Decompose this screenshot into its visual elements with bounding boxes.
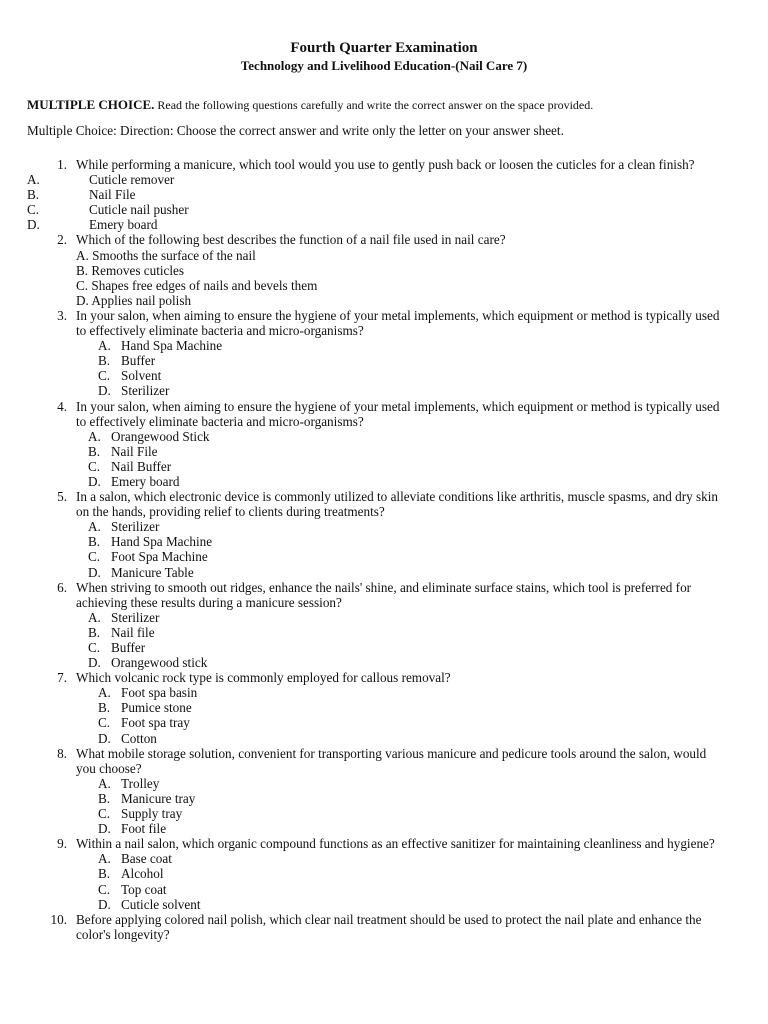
question-list [0, 157, 768, 942]
question-text: In your salon, when aiming to ensure the hygiene of your metal implements, which equipment or method is typically used to effectively eliminate bacteria and micro-organisms? [76, 398, 720, 429]
direction-text: Multiple Choice: Direction: Choose the correct answer and write only the letter on your answer sheet. [27, 123, 564, 138]
option-text: Foot file [121, 821, 167, 837]
answer-option [27, 172, 720, 188]
answer-option [76, 429, 720, 444]
question-number: 9. [57, 836, 67, 852]
option-letter: B. [98, 353, 111, 369]
option-letter: C. [76, 277, 89, 293]
question-item [0, 836, 768, 911]
option-letter: A. [88, 428, 101, 444]
option-text: Shapes free edges of nails and bevels them [91, 277, 318, 293]
option-letter: B. [88, 624, 101, 640]
option-letter: B. [98, 700, 111, 716]
instructions-text: Read the following questions carefully and write the correct answer on the space provided. [154, 98, 594, 112]
option-text: Sterilizer [111, 519, 160, 535]
answer-option [76, 474, 720, 489]
question-item [0, 670, 768, 745]
option-text: Nail Buffer [111, 458, 172, 474]
option-text: Removes cuticles [91, 262, 185, 278]
option-text: Alcohol [121, 866, 164, 882]
option-letter: B. [76, 262, 89, 278]
answer-option [76, 625, 720, 640]
question-item [0, 232, 768, 307]
answer-option [76, 368, 720, 383]
question-number: 10. [50, 911, 67, 927]
option-letter: D. [27, 217, 40, 233]
option-letter: B. [98, 866, 111, 882]
answer-option [76, 882, 720, 897]
option-text: Cuticle remover [89, 172, 175, 188]
answer-option [27, 187, 720, 203]
question-item [0, 308, 768, 399]
option-letter: A. [27, 172, 40, 188]
answer-option [76, 519, 720, 534]
question-text: Which volcanic rock type is commonly employed for callous removal? [76, 670, 451, 686]
answer-option [76, 897, 720, 912]
option-letter: C. [98, 881, 111, 897]
question-number: 4. [57, 398, 67, 414]
answer-option [76, 640, 720, 655]
option-letter: C. [88, 458, 101, 474]
option-text: Manicure tray [121, 790, 196, 806]
question-number: 8. [57, 745, 67, 761]
exam-subtitle: Technology and Livelihood Education-(Nail Care 7) [240, 58, 528, 73]
answer-option [76, 248, 720, 263]
option-letter: D. [98, 896, 111, 912]
option-text: Nail File [89, 187, 136, 203]
instructions-lead: MULTIPLE CHOICE. [27, 97, 155, 112]
option-letter: B. [88, 443, 101, 459]
exam-title: Fourth Quarter Examination [290, 40, 478, 56]
question-number: 3. [57, 307, 67, 323]
answer-option [76, 866, 720, 881]
option-letter: B. [88, 534, 101, 550]
answer-option [76, 353, 720, 368]
question-text: Which of the following best describes the function of a nail file used in nail care? [76, 232, 506, 248]
option-text: Trolley [121, 775, 160, 791]
option-text: Foot spa tray [121, 715, 190, 731]
answer-option [76, 565, 720, 580]
option-text: Nail File [111, 443, 158, 459]
answer-option [76, 549, 720, 564]
answer-option [76, 806, 720, 821]
question-number: 5. [57, 489, 67, 505]
option-text: Base coat [121, 851, 172, 867]
answer-option [76, 278, 720, 293]
option-letter: D. [98, 821, 111, 837]
option-letter: A. [98, 338, 111, 354]
option-text: Supply tray [121, 806, 183, 822]
option-text: Foot Spa Machine [111, 549, 208, 565]
question-number: 6. [57, 579, 67, 595]
answer-option [76, 293, 720, 308]
question-text: In a salon, which electronic device is commonly utilized to alleviate conditions like arthritis, muscle spasms, and dry skin on the hands, providing relief to clients during treatments? [76, 489, 719, 520]
option-text: Manicure Table [111, 564, 194, 580]
question-number: 2. [57, 232, 67, 248]
option-text: Cuticle nail pusher [89, 202, 189, 218]
answer-option [76, 655, 720, 670]
question-text: What mobile storage solution, convenient for transporting various manicure and pedicure tools around the salon, would you choose? [76, 745, 707, 776]
instructions [27, 97, 593, 113]
option-text: Orangewood Stick [111, 428, 210, 444]
option-letter: A. [98, 851, 111, 867]
question-item [0, 489, 768, 580]
question-item [0, 580, 768, 671]
option-text: Smooths the surface of the nail [92, 247, 256, 263]
option-letter: D. [98, 730, 111, 746]
option-text: Cuticle solvent [121, 896, 201, 912]
answer-option [76, 776, 720, 791]
option-text: Hand Spa Machine [121, 338, 223, 354]
question-item [0, 746, 768, 837]
option-letter: D. [76, 292, 89, 308]
answer-option [76, 263, 720, 278]
answer-option [76, 851, 720, 866]
option-letter: D. [98, 383, 111, 399]
option-text: Sterilizer [121, 383, 170, 399]
option-text: Hand Spa Machine [111, 534, 213, 550]
question-text: When striving to smooth out ridges, enhance the nails' shine, and eliminate surface stains, which tool is preferred for achieving these results during a manicure session? [76, 579, 692, 610]
answer-option [27, 217, 720, 233]
option-letter: A. [88, 519, 101, 535]
answer-option [76, 444, 720, 459]
answer-option [76, 791, 720, 806]
option-text: Emery board [111, 473, 180, 489]
question-number: 7. [57, 670, 67, 686]
option-letter: A. [76, 247, 89, 263]
answer-option [76, 338, 720, 353]
option-text: Emery board [89, 217, 158, 233]
option-letter: C. [98, 715, 111, 731]
option-letter: D. [88, 564, 101, 580]
answer-option [76, 383, 720, 398]
option-letter: C. [27, 202, 40, 218]
option-text: Foot spa basin [121, 685, 198, 701]
option-letter: A. [88, 609, 101, 625]
option-text: Nail file [111, 624, 155, 640]
question-item [0, 157, 768, 232]
question-item [0, 912, 768, 942]
option-letter: C. [88, 549, 101, 565]
option-text: Top coat [121, 881, 167, 897]
question-text: Within a nail salon, which organic compound functions as an effective sanitizer for maintaining cleanliness and hygiene? [76, 836, 715, 852]
option-text: Solvent [121, 368, 162, 384]
option-text: Sterilizer [111, 609, 160, 625]
option-letter: D. [88, 655, 101, 671]
option-text: Cotton [121, 730, 157, 746]
option-text: Pumice stone [121, 700, 192, 716]
option-letter: C. [98, 368, 111, 384]
question-text: Before applying colored nail polish, which clear nail treatment should be used to protect the nail plate and enhance the color's longevity? [76, 911, 702, 942]
option-letter: A. [98, 775, 111, 791]
option-text: Orangewood stick [111, 655, 208, 671]
answer-option [76, 700, 720, 715]
answer-option [76, 610, 720, 625]
question-text: In your salon, when aiming to ensure the hygiene of your metal implements, which equipment or method is typically used to effectively eliminate bacteria and micro-organisms? [76, 307, 720, 339]
question-item [0, 399, 768, 490]
option-letter: D. [88, 473, 101, 489]
option-letter: C. [98, 806, 111, 822]
option-text: Buffer [111, 640, 146, 655]
answer-option [27, 202, 720, 218]
option-text: Applies nail polish [91, 292, 192, 308]
answer-option [76, 685, 720, 700]
option-letter: B. [27, 187, 40, 203]
answer-option [76, 459, 720, 474]
answer-option [76, 731, 720, 746]
question-text: While performing a manicure, which tool would you use to gently push back or loosen the cuticles for a clean finish? [76, 157, 695, 172]
question-number: 1. [57, 157, 67, 172]
answer-option [76, 821, 720, 836]
option-letter: A. [98, 685, 111, 701]
option-letter: C. [88, 640, 101, 655]
answer-option [76, 534, 720, 549]
answer-option [76, 715, 720, 730]
option-text: Buffer [121, 353, 156, 369]
option-letter: B. [98, 790, 111, 806]
